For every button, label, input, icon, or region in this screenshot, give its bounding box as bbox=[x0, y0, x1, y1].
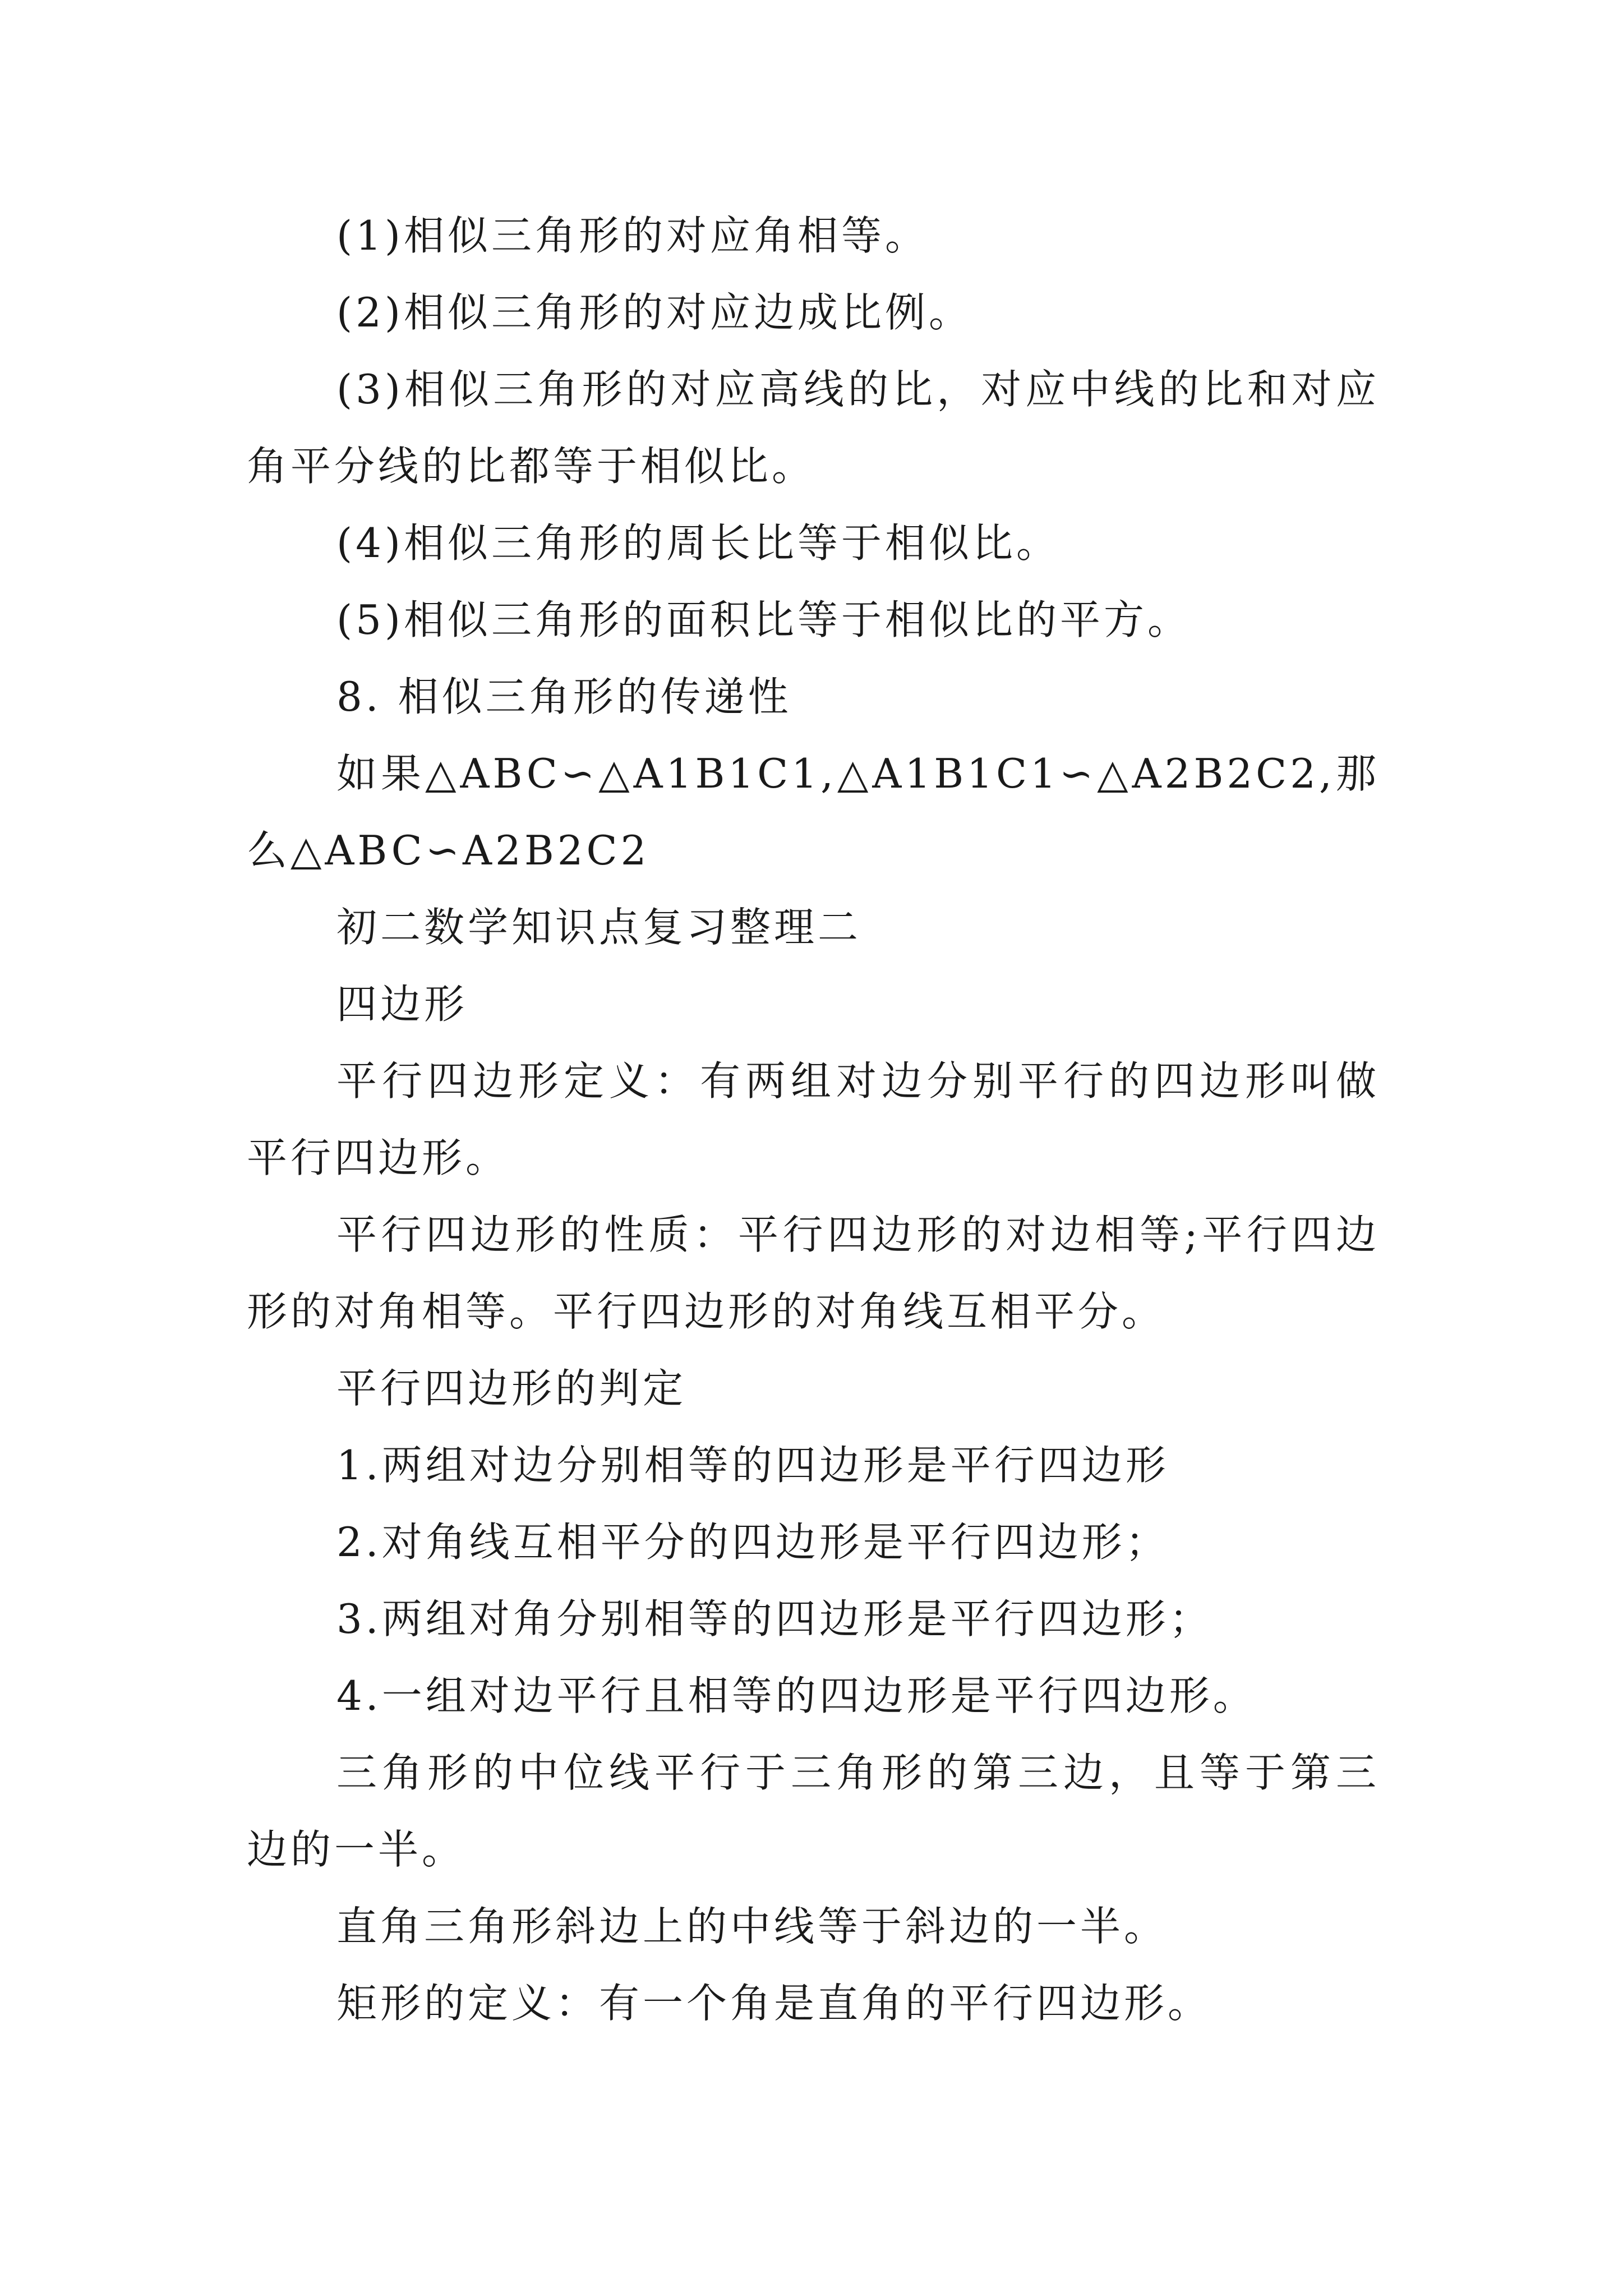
paragraph-parallelogram-properties: 平行四边形的性质：平行四边形的对边相等;平行四边形的对角相等。平行四边形的对角线互相平分。 bbox=[247, 1211, 1380, 1335]
paragraph-rectangle-definition: 矩形的定义：有一个角是直角的平行四边形。 bbox=[336, 1980, 1212, 2027]
section-heading-review-two: 初二数学知识点复习整理二 bbox=[336, 904, 862, 951]
paragraph-hypotenuse-median: 直角三角形斜边上的中线等于斜边的一半。 bbox=[336, 1903, 1168, 1950]
paragraph-property-3: (3)相似三角形的对应高线的比，对应中线的比和对应角平分线的比都等于相似比。 bbox=[247, 366, 1380, 490]
paragraph-criterion-2: 2.对角线互相平分的四边形是平行四边形； bbox=[336, 1519, 1169, 1566]
paragraph-property-5: (5)相似三角形的面积比等于相似比的平方。 bbox=[336, 596, 1191, 643]
paragraph-criterion-4: 4.一组对边平行且相等的四边形是平行四边形。 bbox=[336, 1672, 1257, 1719]
section-heading-quadrilateral: 四边形 bbox=[336, 981, 468, 1028]
document-body bbox=[247, 197, 1380, 2042]
paragraph-property-4: (4)相似三角形的周长比等于相似比。 bbox=[336, 519, 1060, 567]
paragraph-criterion-3: 3.两组对角分别相等的四边形是平行四边形； bbox=[336, 1595, 1213, 1642]
paragraph-property-1: (1)相似三角形的对应角相等。 bbox=[336, 212, 929, 259]
paragraph-midline-theorem: 三角形的中位线平行于三角形的第三边，且等于第三边的一半。 bbox=[247, 1749, 1380, 1873]
section-heading-transitivity: 8. 相似三角形的传递性 bbox=[336, 673, 792, 720]
section-heading-parallelogram-criteria: 平行四边形的判定 bbox=[336, 1365, 687, 1412]
paragraph-parallelogram-definition: 平行四边形定义：有两组对边分别平行的四边形叫做平行四边形。 bbox=[247, 1057, 1380, 1181]
paragraph-criterion-1: 1.两组对边分别相等的四边形是平行四边形 bbox=[336, 1442, 1169, 1489]
paragraph-property-2: (2)相似三角形的对应边成比例。 bbox=[336, 289, 972, 336]
paragraph-transitivity-rule: 如果△ABC∽△A1B1C1,△A1B1C1∽△A2B2C2,那么△ABC∽A2B2C2 bbox=[247, 750, 1380, 874]
